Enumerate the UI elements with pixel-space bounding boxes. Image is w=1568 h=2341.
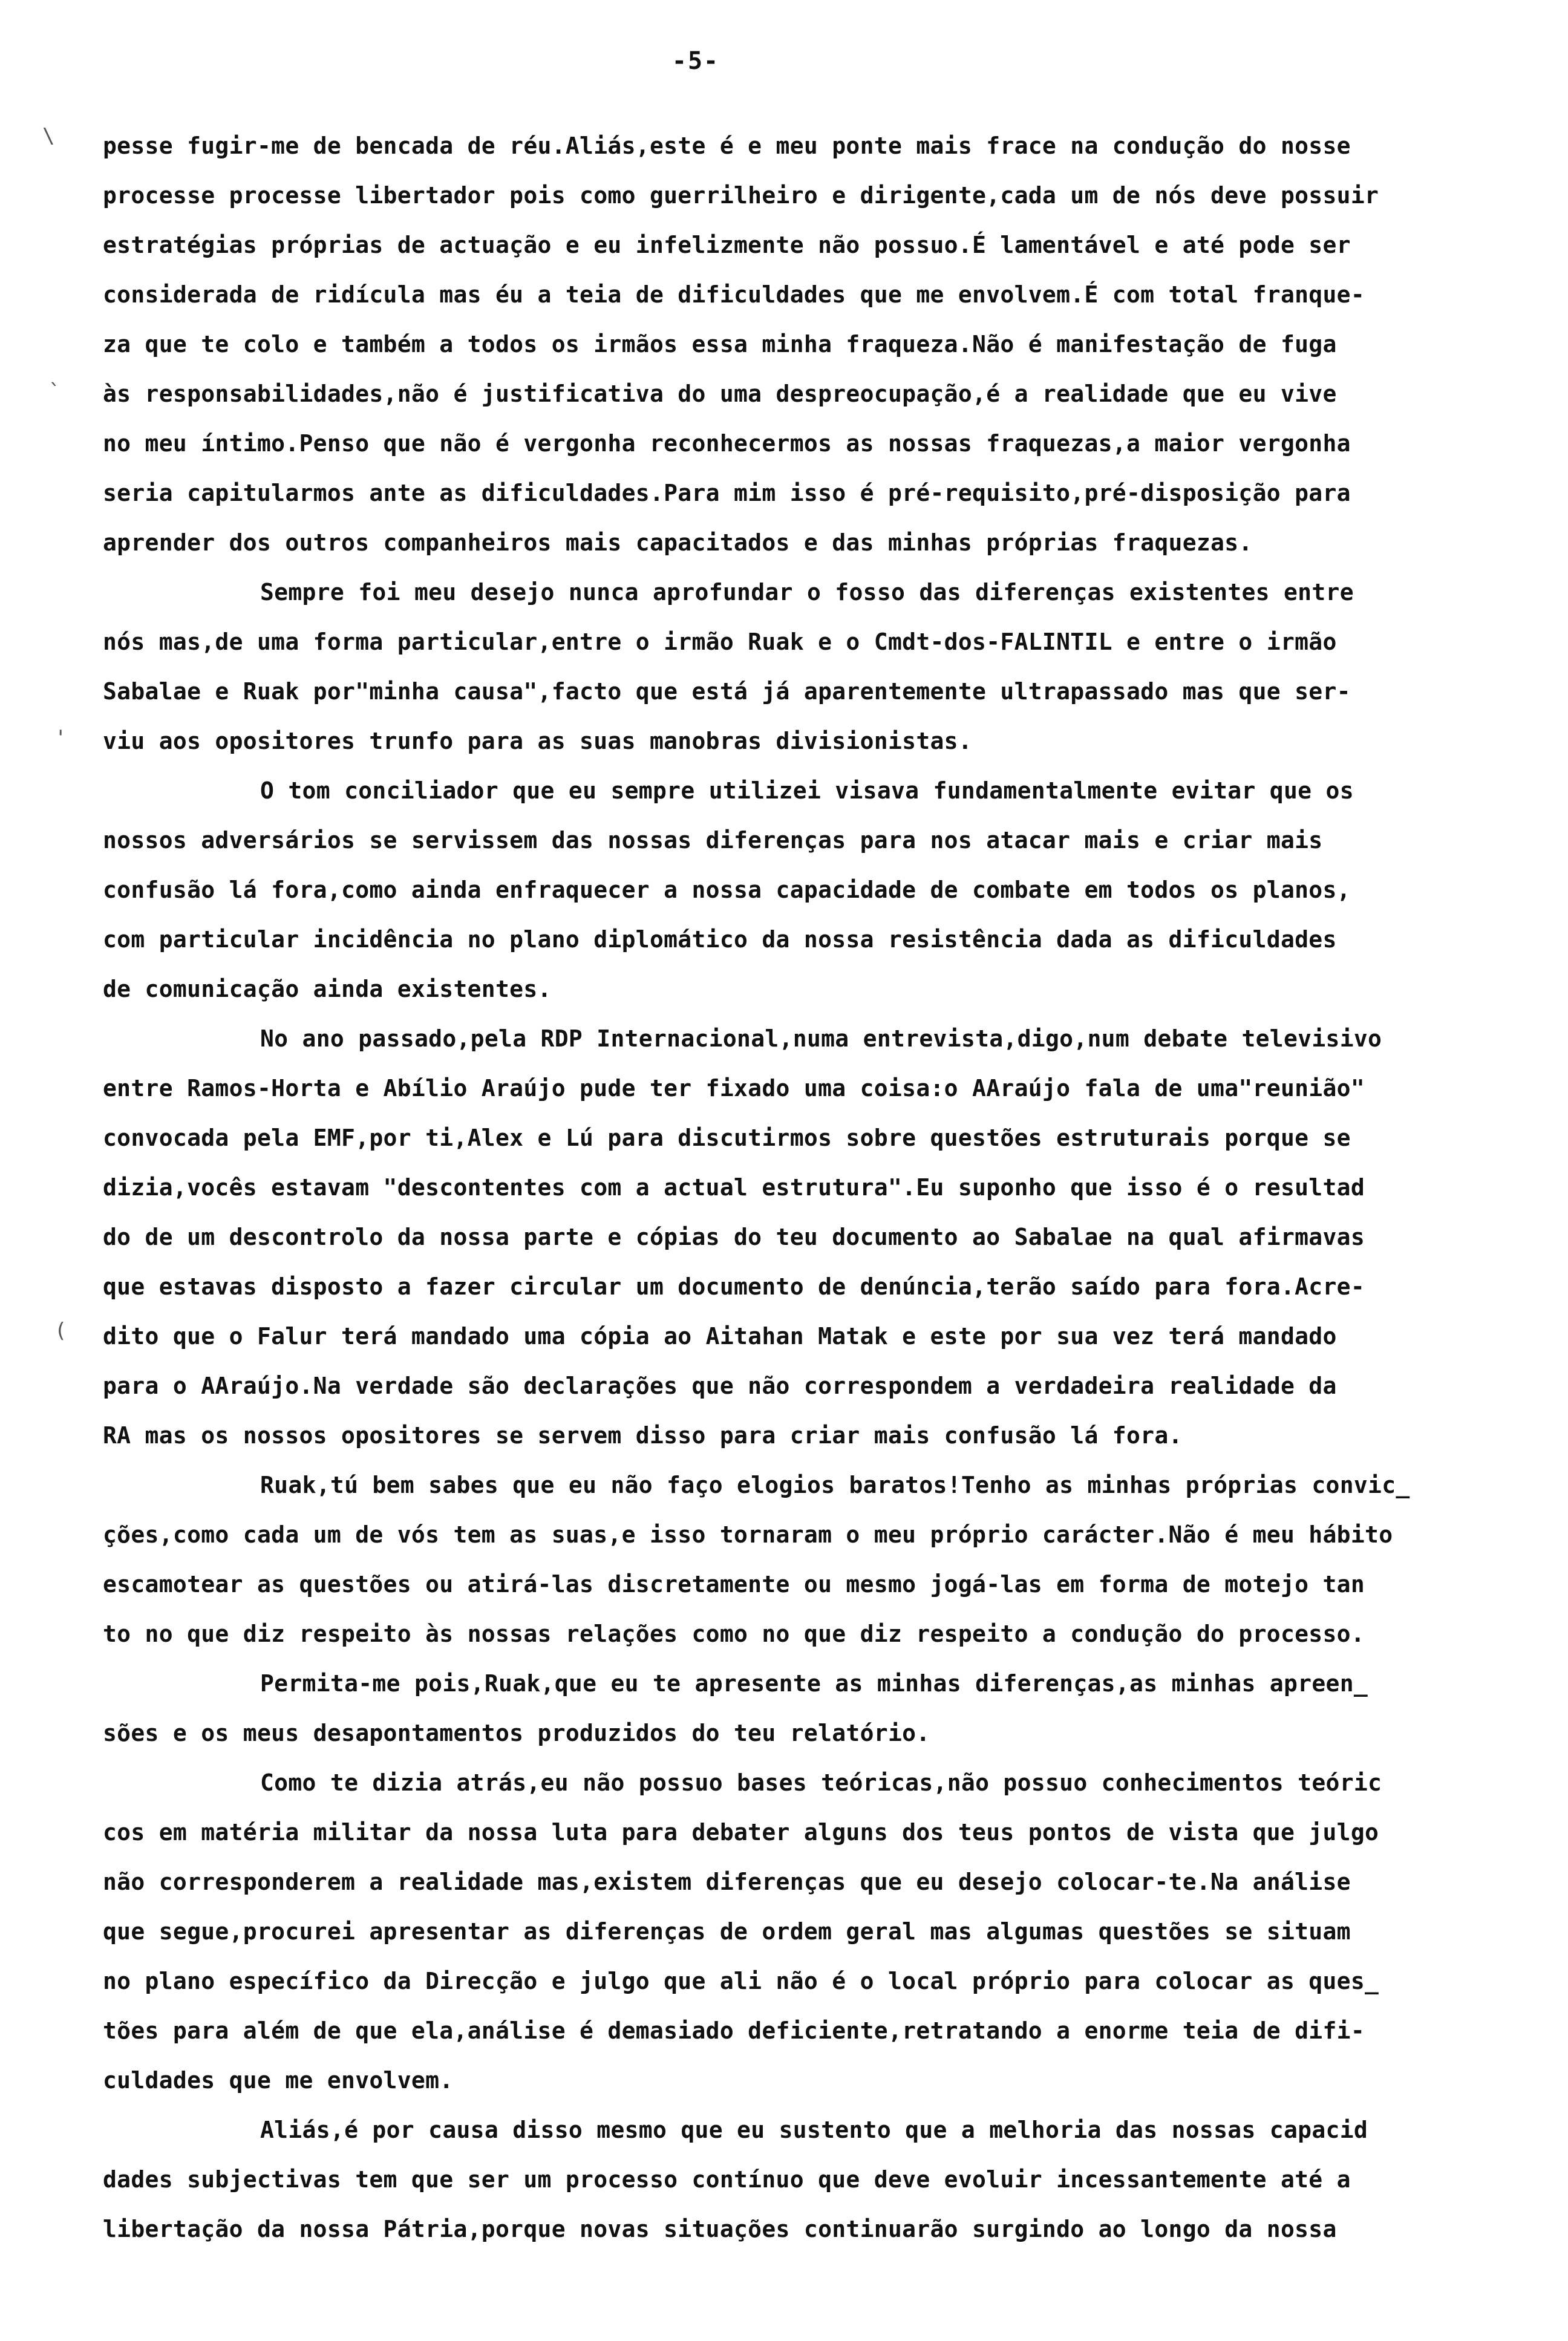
paragraph-start-line: Ruak,tú bem sabes que eu não faço elogios baratos!Tenho as minhas próprias convic_ [260, 1472, 1410, 1498]
paragraph-start-line: Aliás,é por causa disso mesmo que eu sustento que a melhoria das nossas capacid [260, 2117, 1368, 2143]
text-line: escamotear as questões ou atirá-las discretamente ou mesmo jogá-las em forma de motejo tan [103, 1571, 1365, 1598]
text-line: to no que diz respeito às nossas relações como no que diz respeito a condução do processo. [103, 1621, 1365, 1647]
text-line: Sabalae e Ruak por"minha causa",facto que está já aparentemente ultrapassado mas que ser- [103, 678, 1351, 705]
text-line: confusão lá fora,como ainda enfraquecer a nossa capacidade de combate em todos os planos, [103, 877, 1351, 903]
text-line: às responsabilidades,não é justificativa do uma despreocupação,é a realidade que eu vive [103, 380, 1337, 407]
margin-tick: ' [54, 726, 67, 750]
text-line: libertação da nossa Pátria,porque novas situações continuarão surgindo ao longo da nossa [103, 2216, 1337, 2242]
page-number: -5- [671, 47, 720, 75]
text-line: de comunicação ainda existentes. [103, 976, 552, 1002]
text-line: tões para além de que ela,análise é demasiado deficiente,retratando a enorme teia de difi- [103, 2017, 1365, 2044]
text-line: que segue,procurei apresentar as diferenças de ordem geral mas algumas questões se situam [103, 1918, 1351, 1945]
text-line: com particular incidência no plano diplomático da nossa resistência dada as dificuldades [103, 926, 1337, 953]
margin-tick: ( [54, 1319, 67, 1343]
text-line: nós mas,de uma forma particular,entre o irmão Ruak e o Cmdt-dos-FALINTIL e entre o irmão [103, 629, 1337, 655]
paragraph-start-line: No ano passado,pela RDP Internacional,numa entrevista,digo,num debate televisivo [260, 1025, 1382, 1052]
text-line: culdades que me envolvem. [103, 2067, 454, 2094]
margin-tick: ` [48, 380, 61, 404]
paragraph-start-line: Permita-me pois,Ruak,que eu te apresente as minhas diferenças,as minhas apreen_ [260, 1670, 1368, 1697]
text-line: no meu íntimo.Penso que não é vergonha reconhecermos as nossas fraquezas,a maior vergonha [103, 430, 1351, 457]
text-line: nossos adversários se servissem das nossas diferenças para nos atacar mais e criar mais [103, 827, 1323, 854]
text-line: seria capitularmos ante as dificuldades.Para mim isso é pré-requisito,pré-disposição para [103, 480, 1351, 506]
text-line: no plano específico da Direcção e julgo que ali não é o local próprio para colocar as ques_ [103, 1968, 1379, 1994]
text-line: que estavas disposto a fazer circular um documento de denúncia,terão saído para fora.Acre- [103, 1273, 1365, 1300]
text-line: dizia,vocês estavam "descontentes com a actual estrutura".Eu suponho que isso é o resultad [103, 1174, 1365, 1201]
text-line: entre Ramos-Horta e Abílio Araújo pude ter fixado uma coisa:o AAraújo fala de uma"reunião" [103, 1075, 1365, 1102]
text-line: processe processe libertador pois como guerrilheiro e dirigente,cada um de nós deve possuir [103, 182, 1379, 209]
paragraph-start-line: Sempre foi meu desejo nunca aprofundar o fosso das diferenças existentes entre [260, 579, 1354, 606]
paragraph-start-line: Como te dizia atrás,eu não possuo bases teóricas,não possuo conhecimentos teóric [260, 1769, 1382, 1796]
text-line: não corresponderem a realidade mas,existem diferenças que eu desejo colocar-te.Na análise [103, 1869, 1351, 1895]
text-line: considerada de ridícula mas éu a teia de dificuldades que me envolvem.É com total franque- [103, 281, 1365, 308]
text-line: para o AAraújo.Na verdade são declarações que não correspondem a verdadeira realidade da [103, 1373, 1337, 1399]
margin-tick: \ [42, 124, 55, 148]
text-line: estratégias próprias de actuação e eu infelizmente não possuo.É lamentável e até pode ser [103, 232, 1351, 258]
text-line: ções,como cada um de vós tem as suas,e isso tornaram o meu próprio carácter.Não é meu hábito [103, 1521, 1393, 1548]
text-line: RA mas os nossos opositores se servem disso para criar mais confusão lá fora. [103, 1422, 1183, 1449]
text-line: sões e os meus desapontamentos produzidos do teu relatório. [103, 1720, 930, 1746]
text-line: za que te colo e também a todos os irmãos essa minha fraqueza.Não é manifestação de fuga [103, 331, 1337, 358]
text-line: dades subjectivas tem que ser um processo contínuo que deve evoluir incessantemente até a [103, 2166, 1351, 2193]
text-line: dito que o Falur terá mandado uma cópia ao Aitahan Matak e este por sua vez terá mandado [103, 1323, 1337, 1350]
text-line: aprender dos outros companheiros mais capacitados e das minhas próprias fraquezas. [103, 529, 1253, 556]
text-line: pesse fugir-me de bencada de réu.Aliás,este é e meu ponte mais frace na condução do nosse [103, 132, 1351, 159]
letter-body [103, 121, 1476, 2254]
text-line: do de um descontrolo da nossa parte e cópias do teu documento ao Sabalae na qual afirmavas [103, 1224, 1365, 1250]
text-line: cos em matéria militar da nossa luta para debater alguns dos teus pontos de vista que julgo [103, 1819, 1379, 1846]
paragraph-start-line: O tom conciliador que eu sempre utilizei visava fundamentalmente evitar que os [260, 777, 1354, 804]
text-line: viu aos opositores trunfo para as suas manobras divisionistas. [103, 728, 973, 754]
text-line: convocada pela EMF,por ti,Alex e Lú para discutirmos sobre questões estruturais porque se [103, 1125, 1351, 1151]
